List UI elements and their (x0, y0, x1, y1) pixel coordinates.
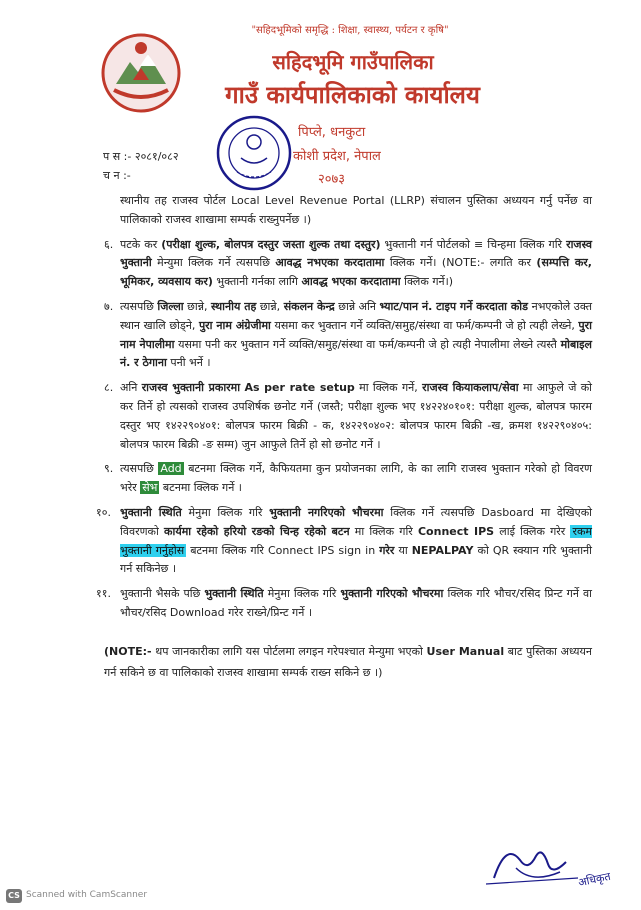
highlighted-text: रकम भुक्तानी गर्नुहोस (120, 524, 592, 557)
nepal-emblem-icon (100, 32, 182, 114)
step-number: ८. (104, 381, 114, 395)
signatory-title: अधिकृत (577, 869, 612, 890)
step-number: ६. (104, 237, 114, 251)
text-run: बाट पुस्तिका अध्ययन गर्न सकिने छ वा पालिकाको राजस्व शाखामा सम्पर्क राख्न सकिने छ ।) (104, 644, 593, 679)
steps-list (82, 236, 592, 623)
text-run: छान्ने, (256, 299, 284, 313)
text-run: लाई क्लिक गरेर (494, 524, 571, 538)
step-item (82, 236, 592, 292)
text-run: बटनमा क्लिक गर्ने । (159, 481, 242, 495)
text-run: या (394, 543, 412, 557)
text-run: यसमा कर भुक्तान गर्ने व्यक्ति/समुह/संस्था वा फर्म/कम्पनी जे हो त्यही लेख्ने, (270, 318, 579, 332)
bold-text: गरेर (379, 543, 395, 557)
step-number: ७. (104, 299, 114, 313)
office-stamp-icon (213, 112, 295, 194)
text-run: बटनमा क्लिक गर्ने, कैफियतमा कुन प्रयोजनका लागि, के का लागि राजस्व भुक्तान गरेको हो विवरण भरेर (120, 462, 593, 495)
step-item (82, 298, 592, 373)
highlighted-text: Add (160, 462, 182, 476)
bold-text: भुक्तानी स्थिति (120, 505, 182, 519)
step-number: ११. (96, 587, 111, 601)
text-run: थप जानकारीका लागि यस पोर्टलमा लगइन गरेपश्चात मेन्युमा भएको (151, 644, 427, 658)
text-run: छान्ने, (183, 299, 212, 313)
text-run: भुक्तानी भैसके पछि (120, 587, 205, 601)
text-run: भुक्तानी गर्नका लागि (212, 275, 302, 289)
highlighted-text: सेभ (142, 481, 158, 495)
text-run: मा क्लिक गरि (349, 524, 418, 538)
motto: "सहिदभूमिको समृद्धि : शिक्षा, स्वास्थ्य, पर्यटन र कृषि" (251, 25, 449, 36)
step-item (82, 379, 592, 454)
text-run: मा क्लिक गर्ने, (354, 381, 423, 395)
bold-text: (सम्पत्ति कर, भूमिकर, व्यवसाय कर) (120, 256, 592, 289)
ref-patra-number: प स :- २०८१/०८२ (103, 150, 179, 163)
bold-text: User Manual (426, 644, 505, 658)
bold-text: भुक्तानी नगरिएको भौचरमा (269, 505, 384, 519)
text-run: मेनुमा क्लिक गरि (181, 505, 270, 519)
intro-paragraph: स्थानीय तह राजस्व पोर्टल Local Level Revenue Portal (LLRP) संचालन पुस्तिका अध्ययन गर्नु पर्नेछ वा पालिकाको राजस्व शाखामा सम्पर्क राख्नुपर्नेछ ।) (120, 194, 592, 226)
scanner-watermark: Scanned with CamScanner (26, 890, 148, 900)
camscanner-logo-icon: CS (6, 889, 22, 903)
step-item (82, 504, 592, 579)
bold-text: राजस्व भुक्तानी प्रकारमा (141, 381, 241, 395)
bold-text: मोबाइल नं. र ठेगाना (120, 337, 592, 370)
text-run: मेन्युमा क्लिक गर्ने त्यसपछि (151, 256, 276, 270)
text-run: पटके कर (120, 237, 162, 251)
bold-text: As per rate setup (244, 381, 355, 395)
bold-text: आवद्ध नभएका करदातामा (275, 256, 385, 270)
bold-text: पुरा नाम अंग्रेजीमा (198, 318, 271, 332)
bold-text: भुक्तानी स्थिति (204, 587, 264, 601)
office-name: गाउँ कार्यपालिकाको कार्यालय (225, 80, 480, 109)
step-item (82, 585, 592, 623)
bold-text: आवद्ध भएका करदातामा (301, 275, 401, 289)
text-run: क्लिक गर्ने।) (400, 275, 454, 289)
bold-text: NEPALPAY (411, 543, 474, 557)
text-run: मेनुमा क्लिक गरि (263, 587, 341, 601)
bold-text: राजस्व भुक्तानी (120, 237, 592, 270)
bold-text: (NOTE:- (104, 644, 152, 658)
bold-text: स्थानीय तह (211, 299, 257, 313)
text-run: भुक्तानी गर्न पोर्टलको ≡ चिन्हमा क्लिक गरि (380, 237, 567, 251)
bold-text: संकलन केन्द्र (283, 299, 335, 313)
text-run: अनि (120, 381, 142, 395)
letter-body (82, 192, 592, 683)
text-run: त्यसपछि (120, 299, 158, 313)
step-number: ९. (104, 462, 114, 476)
text-run: क्लिक गर्ने त्यसपछि Dasboard मा देखिएको विवरणको (120, 505, 592, 538)
text-run: यसमा पनी कर भुक्तान गर्ने व्यक्ति/समुह/संस्था वा फर्म/कम्पनी जे हो त्यही नेपालीमा लेख्ने त्यस्तै (174, 337, 561, 351)
text-run: को QR स्क्यान गरि भुक्तानी गर्न सकिनेछ । (120, 543, 592, 576)
establishment-year: २०७३ (318, 172, 346, 187)
text-run: छान्ने अनि (334, 299, 380, 313)
text-run: त्यसपछि (120, 462, 159, 476)
ref-chalani-number: च न :- (103, 169, 131, 182)
address-line-1: पिप्ले, धनकुटा (298, 125, 366, 140)
bold-text: भुक्तानी गरिएको भौचरमा (340, 587, 444, 601)
step-number: १०. (96, 505, 111, 519)
step-item (82, 460, 592, 498)
bold-text: भ्याट/पान नं. टाइप गर्ने करदाता कोड (379, 299, 529, 313)
bold-text: पुरा नाम नेपालीमा (120, 318, 592, 351)
bold-text: कार्यमा रहेको हरियो रङको चिन्ह रहेको बटन (164, 524, 350, 538)
text-run: नभएकोले उक्त स्थान खालि छोड्ने, (120, 299, 592, 332)
text-run: बटनमा क्लिक गरि Connect IPS sign in (186, 543, 380, 557)
municipality-name: सहिदभूमि गाउँपालिका (272, 50, 434, 74)
bold-text: जिल्ला (157, 299, 184, 313)
text-run: मा आफुले जे को कर तिर्ने हो त्यसको राजस्व उपशिर्षक छनोट गर्ने (जस्तै; परीक्षा शुल्क भए १४२२४०१०१: परीक्षा शुल्क, बोलपत्र फारम दस्तुर भए १४२२९०४०१: बोलपत्र फारम बिक्री - क, १४२२९०४०२: बोलपत्र फारम बिक्री -ख, क्रमश १४२२९०४०५: बोलपत्र फारम बिक्री -ङ सम्म) जुन आफुले तिर्ने हो सो छनोट गर्ने । (120, 381, 592, 451)
bold-text: Connect IPS (417, 524, 495, 538)
text-run: क्लिक गरि भौचर/रसिद प्रिन्ट गर्ने वा भौचर/रसिद Download गरेर राख्ने/प्रिन्ट गर्ने । (120, 587, 592, 619)
text-run: पनी भर्ने । (166, 356, 211, 370)
address-line-2: कोशी प्रदेश, नेपाल (293, 149, 381, 164)
bold-text: (परीक्षा शुल्क, बोलपत्र दस्तुर जस्ता शुल्क तथा दस्तुर) (161, 237, 381, 251)
note-paragraph (104, 641, 592, 683)
text-run: क्लिक गर्ने। (NOTE:- लगति कर (384, 256, 537, 270)
signature-mark (486, 838, 578, 888)
bold-text: राजस्व कियाकलाप/सेवा (422, 381, 519, 395)
